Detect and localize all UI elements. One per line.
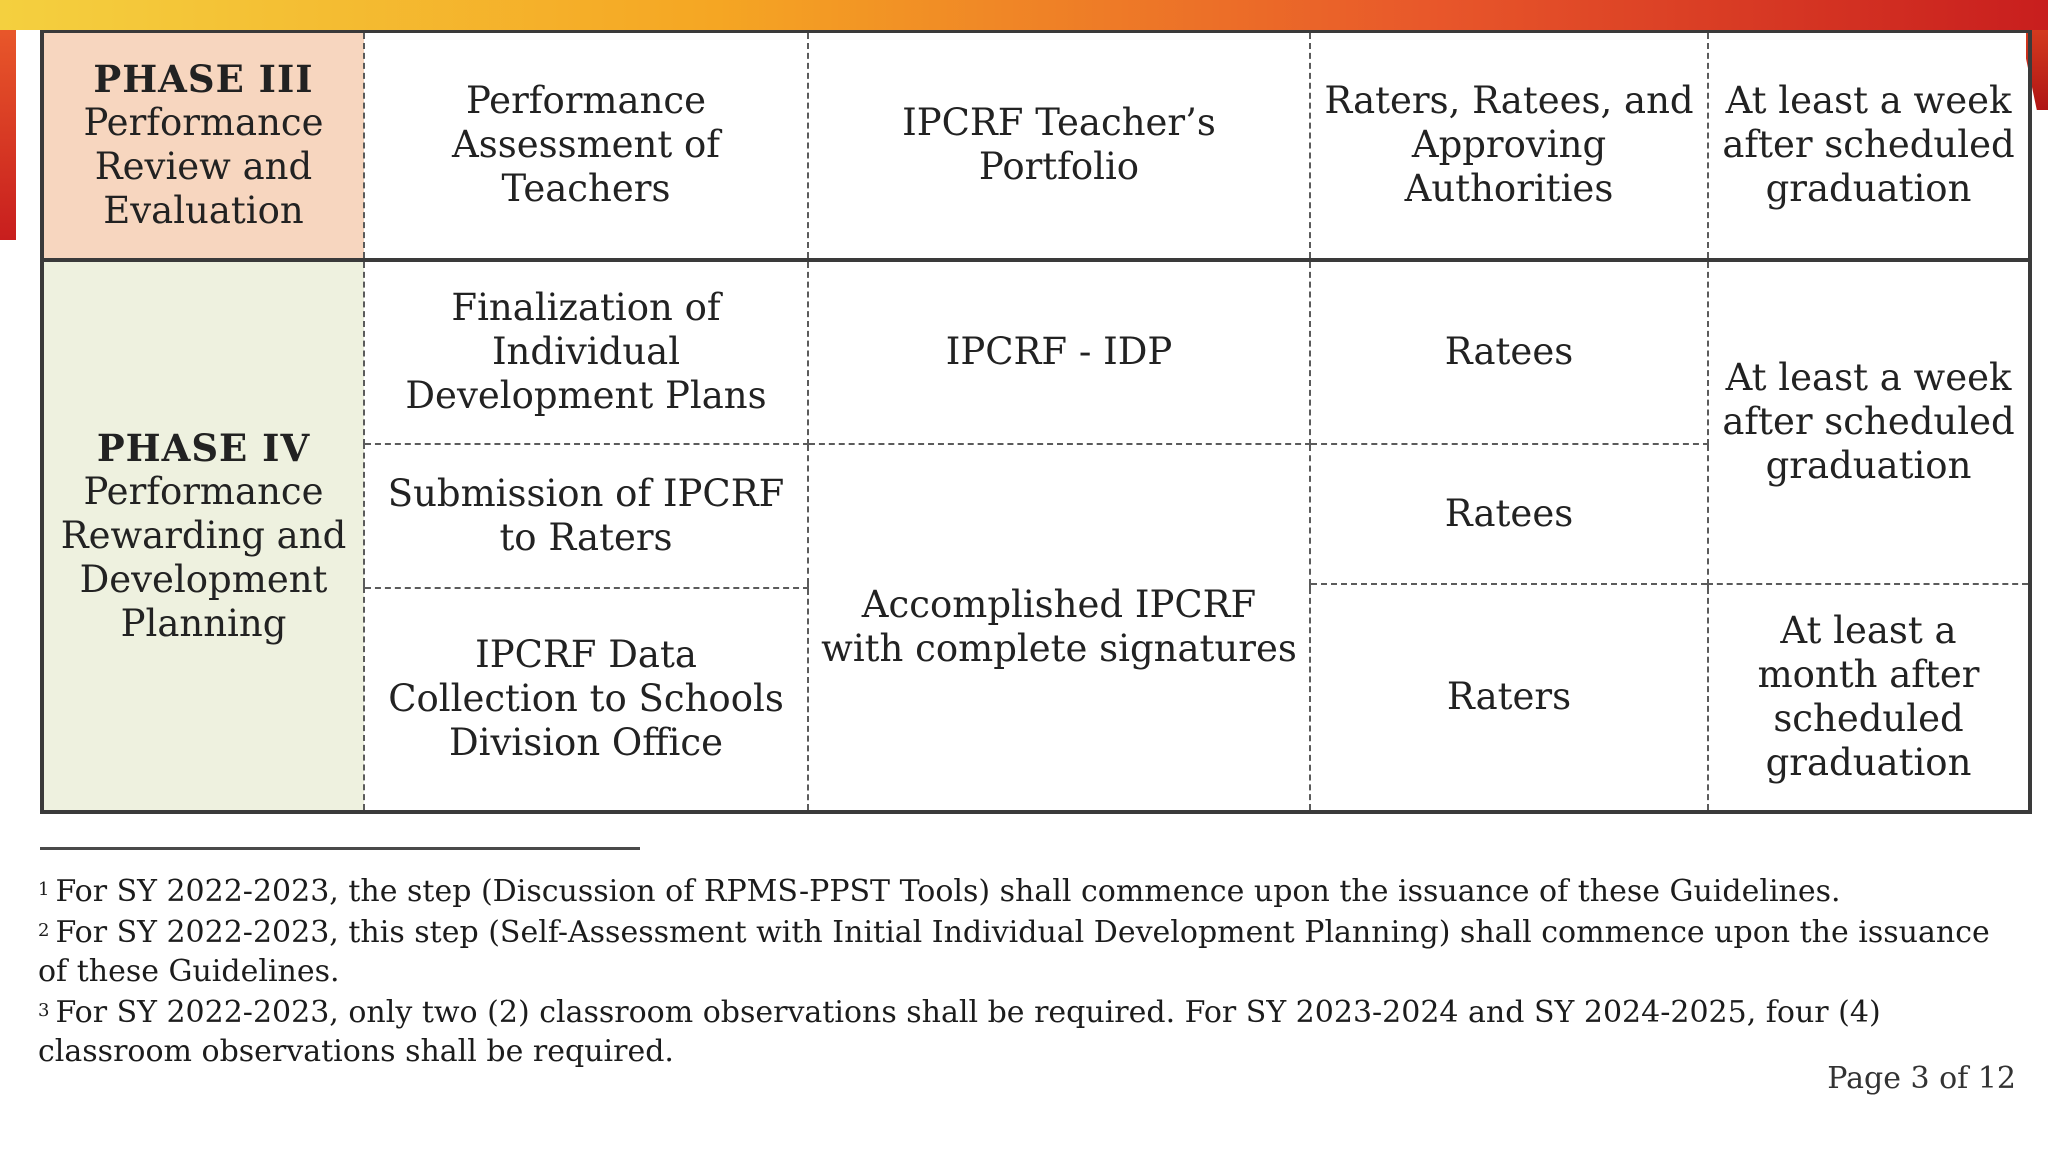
footnote-text: For SY 2022-2023, only two (2) classroom observations shall be required. For SY 2023-2024 and SY 2024-2025, four (4) classroom observations shall be required. bbox=[38, 995, 1881, 1069]
phase3-activity-cell: Performance Assessment of Teachers bbox=[364, 32, 808, 260]
phase4-activity-finalization: Finalization of Individual Development Plans bbox=[364, 260, 808, 444]
footnote-text: For SY 2022-2023, the step (Discussion of RPMS-PPST Tools) shall commence upon the issuance of these Guidelines. bbox=[55, 874, 1841, 909]
footnote-separator bbox=[40, 847, 640, 850]
phase4-tools-accomplished: Accomplished IPCRF with complete signatures bbox=[808, 444, 1310, 812]
phase4-timeline-week: At least a week after scheduled graduation bbox=[1708, 260, 2030, 584]
rpms-phases-table bbox=[40, 30, 2032, 814]
phase4-activity-submission: Submission of IPCRF to Raters bbox=[364, 444, 808, 588]
slide-top-banner bbox=[0, 0, 2048, 30]
phase3-tools-cell: IPCRF Teacher’s Portfolio bbox=[808, 32, 1310, 260]
footnotes bbox=[38, 870, 2028, 1071]
phase4-persons-submission: Ratees bbox=[1310, 444, 1708, 584]
footnote-2 bbox=[38, 911, 2028, 991]
phase4-tools-idp: IPCRF - IDP bbox=[808, 260, 1310, 444]
footnote-mark: 3 bbox=[38, 1000, 50, 1021]
footnote-text: For SY 2022-2023, this step (Self-Assessment with Initial Individual Development Planning) shall commence upon the issuance of these Guidelines. bbox=[38, 915, 1990, 989]
footnote-3 bbox=[38, 991, 2028, 1071]
document-page bbox=[16, 30, 2026, 1120]
phase4-title: PHASE IV bbox=[96, 425, 311, 470]
phase4-activity-collection: IPCRF Data Collection to Schools Division Office bbox=[364, 588, 808, 812]
phase4-persons-collection: Raters bbox=[1310, 584, 1708, 812]
table-row-phase4-finalization bbox=[42, 260, 2030, 444]
phase3-timeline-cell: At least a week after scheduled graduation bbox=[1708, 32, 2030, 260]
slide-left-accent bbox=[0, 30, 16, 240]
page-number: Page 3 of 12 bbox=[1827, 1061, 2016, 1096]
phase3-persons-cell: Raters, Ratees, and Approving Authorities bbox=[1310, 32, 1708, 260]
footnote-mark: 2 bbox=[38, 920, 50, 941]
phase3-header-cell bbox=[42, 32, 364, 260]
phase3-subtitle: Performance Review and Evaluation bbox=[83, 101, 324, 233]
table-row-phase3 bbox=[42, 32, 2030, 260]
phase4-persons-finalization: Ratees bbox=[1310, 260, 1708, 444]
phase4-header-cell bbox=[42, 260, 364, 812]
phase3-title: PHASE III bbox=[93, 57, 314, 102]
footnote-1 bbox=[38, 870, 2028, 911]
footnote-mark: 1 bbox=[38, 879, 50, 900]
phase4-subtitle: Performance Rewarding and Development Planning bbox=[60, 469, 347, 645]
phase4-timeline-month: At least a month after scheduled graduation bbox=[1708, 584, 2030, 812]
